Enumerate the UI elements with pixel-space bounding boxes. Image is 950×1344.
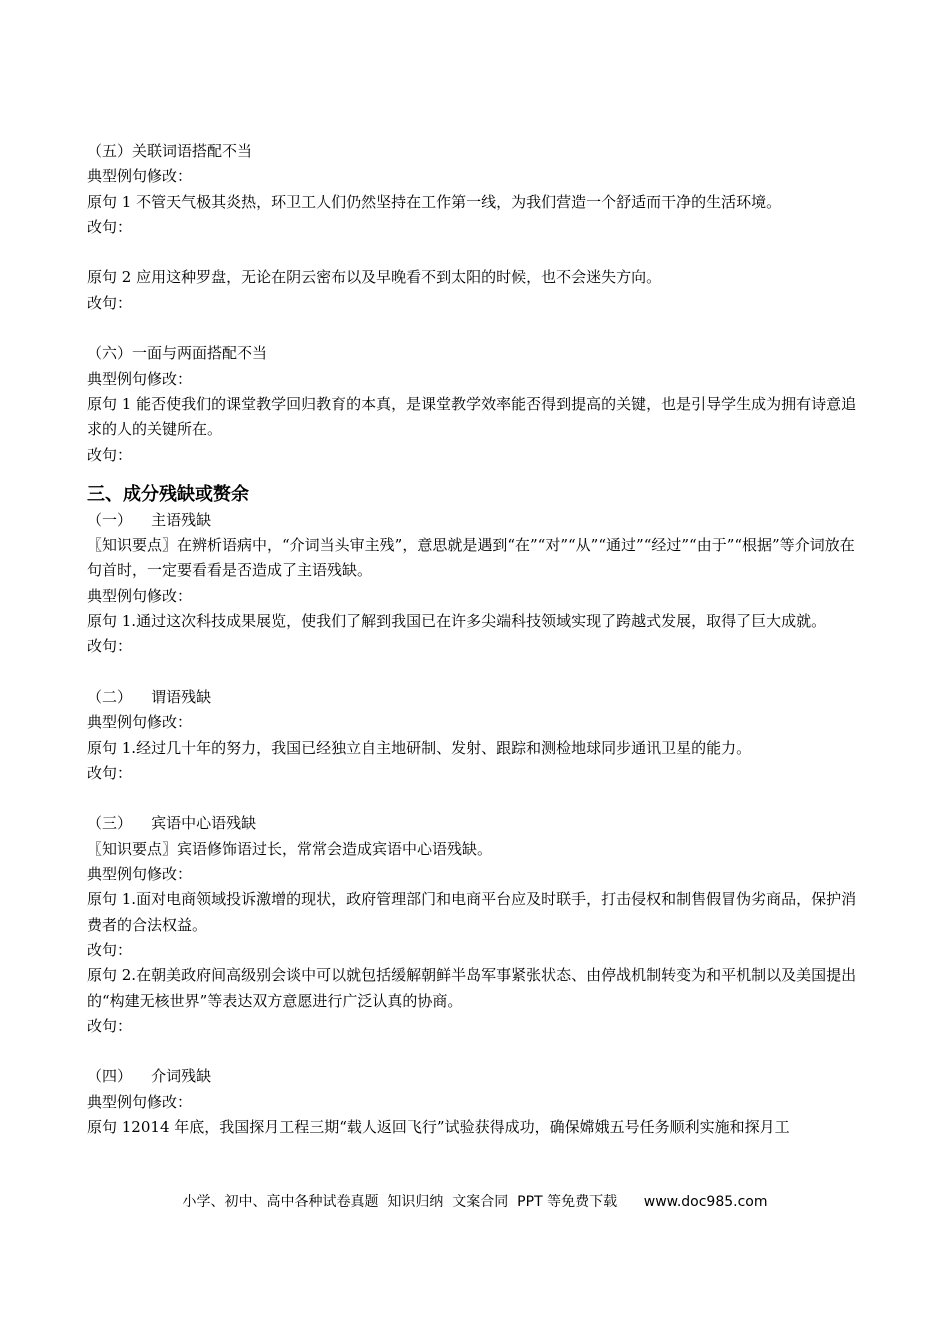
examples-label: 典型例句修改： — [87, 713, 193, 732]
subsection-heading-4: （四） 介词残缺 — [87, 1067, 212, 1086]
knowledge-point: 〖知识要点〗宾语修饰语过长，常常会造成宾语中心语残缺。 — [87, 839, 493, 858]
examples-label: 典型例句修改： — [87, 369, 193, 388]
example-sentence: 原句 12014 年底，我国探月工程三期“载人返回飞行”试验获得成功，确保嫦娥五号任务顺利实施和探月工 — [87, 1117, 790, 1136]
document-page — [87, 139, 865, 1140]
subsection-heading-5: （五）关联词语搭配不当 — [87, 142, 253, 160]
revise-label: 改句： — [87, 940, 133, 959]
blank-line — [87, 786, 865, 811]
section-title-3: 三、成分残缺或赘余 — [87, 483, 249, 505]
examples-label: 典型例句修改： — [87, 167, 193, 186]
blank-line — [87, 240, 865, 265]
revise-label: 改句： — [87, 1016, 133, 1035]
example-sentence: 原句 1 能否使我们的课堂教学回归教育的本真，是课堂教学效率能否得到提高的关键，也是引导学生成为拥有诗意追求的人的关键所在。 — [87, 394, 857, 439]
subsection-heading-2: （二） 谓语残缺 — [87, 687, 212, 706]
examples-label: 典型例句修改： — [87, 586, 193, 605]
revise-label: 改句： — [87, 763, 133, 782]
page-footer: 小学、初中、高中各种试卷真题 知识归纳 文案合同 PPT 等免费下载 www.doc985.com — [182, 1194, 768, 1210]
revise-label: 改句： — [87, 293, 133, 312]
example-sentence: 原句 2.在朝美政府间高级别会谈中可以就包括缓解朝鲜半岛军事紧张状态、由停战机制转变为和平机制以及美国提出的“构建无核世界”等表达双方意愿进行广泛认真的协商。 — [87, 966, 857, 1010]
revise-label: 改句： — [87, 445, 133, 464]
example-sentence: 原句 1.通过这次科技成果展览，使我们了解到我国已在许多尖端科技领域实现了跨越式发展，取得了巨大成就。 — [87, 612, 827, 631]
revise-label: 改句： — [87, 637, 133, 656]
blank-line — [87, 1039, 865, 1064]
examples-label: 典型例句修改： — [87, 1092, 193, 1111]
example-sentence: 原句 1.经过几十年的努力，我国已经独立自主地研制、发射、跟踪和测检地球同步通讯卫星的能力。 — [87, 738, 752, 757]
knowledge-point: 〖知识要点〗在辨析语病中，“介词当头审主残”，意思就是遇到“在”“对”“从”“通过”“经过”“由于”“根据”等介词放在句首时，一定要看看是否造成了主语残缺。 — [87, 536, 855, 580]
blank-line — [87, 316, 865, 341]
examples-label: 典型例句修改： — [87, 865, 193, 884]
example-sentence: 原句 2 应用这种罗盘，无论在阴云密布以及早晚看不到太阳的时候，也不会迷失方向。 — [87, 268, 662, 287]
example-sentence: 原句 1 不管天气极其炎热，环卫工人们仍然坚持在工作第一线，为我们营造一个舒适而干净的生活环境。 — [87, 192, 782, 211]
subsection-heading-1: （一） 主语残缺 — [87, 510, 212, 529]
subsection-heading-3: （三） 宾语中心语残缺 — [87, 814, 257, 833]
subsection-heading-6: （六）一面与两面搭配不当 — [87, 344, 268, 363]
revise-label: 改句： — [87, 217, 133, 236]
blank-line — [87, 660, 865, 685]
example-sentence: 原句 1.面对电商领域投诉激增的现状，政府管理部门和电商平台应及时联手，打击侵权和制售假冒伪劣商品，保护消费者的合法权益。 — [87, 890, 857, 934]
